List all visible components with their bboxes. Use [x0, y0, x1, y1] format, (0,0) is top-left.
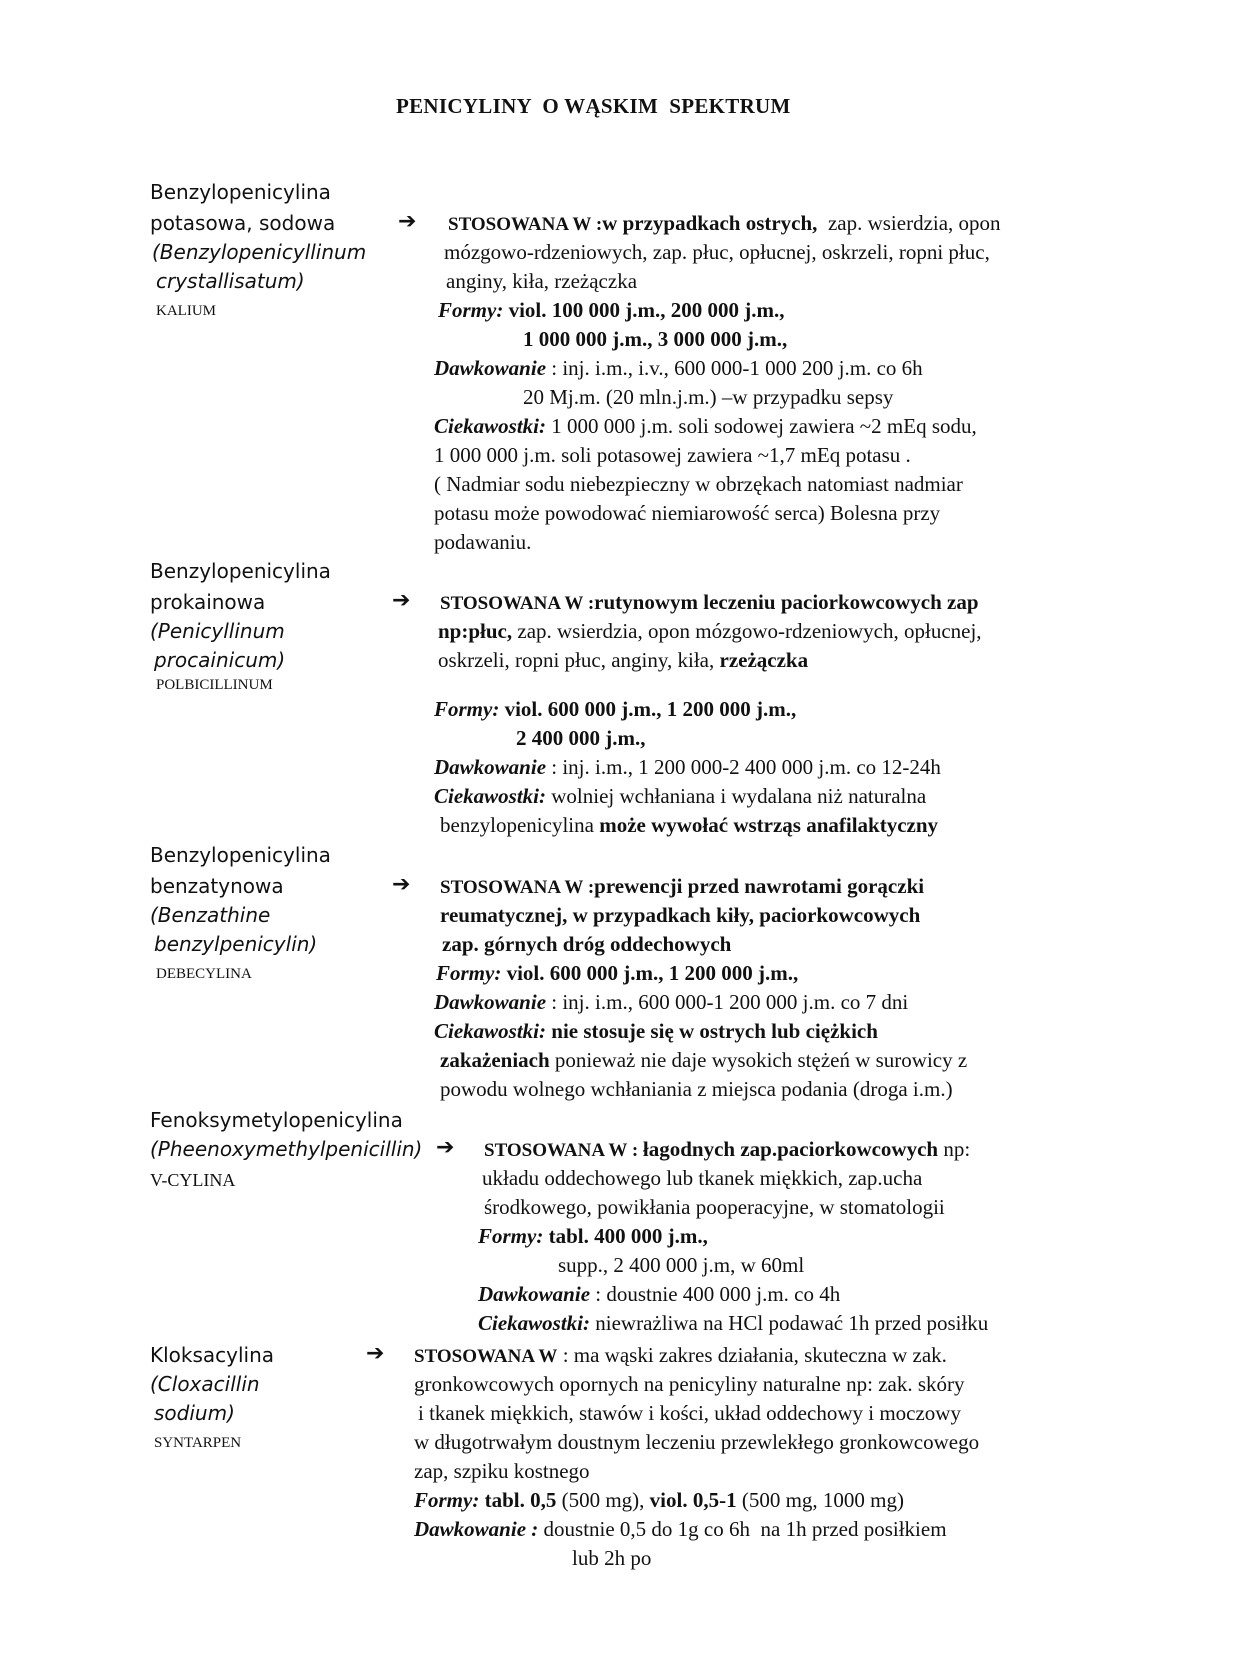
arrow-right-icon: ➔ — [392, 588, 411, 613]
forms-line: Formy: viol. 100 000 j.m., 200 000 j.m., — [438, 298, 785, 322]
drug-brand-name: V-CYLINA — [150, 1170, 236, 1190]
notes-line: benzylopenicylina może wywołać wstrząs anafilaktyczny — [440, 813, 939, 837]
notes-line: Ciekawostki: nie stosuje się w ostrych lub ciężkich — [434, 1019, 878, 1043]
drug-name-line: Kloksacylina — [150, 1343, 275, 1367]
usage-line: układu oddechowego lub tkanek miękkich, zap.ucha — [482, 1166, 923, 1190]
usage-line: zap. górnych dróg oddechowych — [442, 932, 732, 956]
notes-line: zakażeniach ponieważ nie daje wysokich stężeń w surowicy z — [440, 1048, 968, 1072]
notes-line: podawaniu. — [434, 530, 532, 554]
usage-line: środkowego, powikłania pooperacyjne, w stomatologii — [484, 1195, 945, 1219]
notes-line: Ciekawostki: wolniej wchłaniana i wydalana niż naturalna — [434, 784, 927, 808]
usage-line: STOSOWANA W : łagodnych zap.paciorkowcowych np: — [484, 1137, 971, 1161]
usage-line: anginy, kiła, rzeżączka — [446, 269, 638, 293]
drug-latin-name: crystallisatum) — [156, 269, 305, 293]
usage-line: mózgowo-rdzeniowych, zap. płuc, opłucnej, oskrzeli, ropni płuc, — [444, 240, 990, 264]
dosage-line: Dawkowanie : inj. i.m., 1 200 000-2 400 000 j.m. co 12-24h — [434, 755, 941, 779]
forms-line: Formy: tabl. 0,5 (500 mg), viol. 0,5-1 (500 mg, 1000 mg) — [414, 1488, 904, 1512]
forms-line: Formy: tabl. 400 000 j.m., — [478, 1224, 708, 1248]
dosage-line: lub 2h po — [572, 1546, 652, 1570]
drug-latin-name: (Benzathine — [150, 903, 271, 927]
usage-line: STOSOWANA W : ma wąski zakres działania, skuteczna w zak. — [414, 1343, 947, 1367]
drug-name-line: benzatynowa — [150, 874, 284, 898]
forms-line: 2 400 000 j.m., — [516, 726, 646, 750]
notes-line: Ciekawostki: niewrażliwa na HCl podawać 1h przed posiłku — [478, 1311, 989, 1335]
usage-line: reumatycznej, w przypadkach kiły, paciorkowcowych — [440, 903, 921, 927]
page-title: PENICYLINY O WĄSKIM SPEKTRUM — [396, 94, 791, 118]
usage-line: w długotrwałym doustnym leczeniu przewlekłego gronkowcowego — [414, 1430, 980, 1454]
notes-line: ( Nadmiar sodu niebezpieczny w obrzękach natomiast nadmiar — [434, 472, 963, 496]
drug-latin-name: benzylpenicylin) — [154, 932, 318, 956]
drug-name-line: Benzylopenicylina — [150, 559, 331, 583]
drug-latin-name: (Penicyllinum — [150, 619, 285, 643]
dosage-line: Dawkowanie : inj. i.m., 600 000-1 200 000 j.m. co 7 dni — [434, 990, 909, 1014]
arrow-right-icon: ➔ — [392, 872, 411, 897]
arrow-right-icon: ➔ — [398, 209, 417, 234]
drug-latin-name: (Cloxacillin — [150, 1372, 260, 1396]
forms-line: Formy: viol. 600 000 j.m., 1 200 000 j.m., — [434, 697, 797, 721]
usage-line: STOSOWANA W :prewencji przed nawrotami gorączki — [440, 874, 925, 898]
notes-line: potasu może powodować niemiarowość serca) Bolesna przy — [434, 501, 941, 525]
drug-name-line: Benzylopenicylina — [150, 843, 331, 867]
usage-line: gronkowcowych opornych na penicyliny naturalne np: zak. skóry — [414, 1372, 965, 1396]
usage-line: oskrzeli, ropni płuc, anginy, kiła, rzeżączka — [438, 648, 809, 672]
arrow-right-icon: ➔ — [366, 1341, 385, 1366]
drug-latin-name: procainicum) — [154, 648, 286, 672]
forms-line: 1 000 000 j.m., 3 000 000 j.m., — [523, 327, 788, 351]
dosage-line: Dawkowanie : inj. i.m., i.v., 600 000-1 000 200 j.m. co 6h — [434, 356, 923, 380]
drug-name-line: potasowa, sodowa — [150, 211, 336, 235]
notes-line: Ciekawostki: 1 000 000 j.m. soli sodowej zawiera ~2 mEq sodu, — [434, 414, 977, 438]
dosage-line: 20 Mj.m. (20 mln.j.m.) –w przypadku sepsy — [523, 385, 894, 409]
drug-brand-name: DEBECYLINA — [156, 966, 252, 982]
drug-brand-name: KALIUM — [156, 303, 216, 319]
usage-line: zap, szpiku kostnego — [414, 1459, 590, 1483]
drug-name-line: Benzylopenicylina — [150, 180, 331, 204]
drug-latin-name: (Pheenoxymethylpenicillin) — [150, 1137, 423, 1161]
forms-line: supp., 2 400 000 j.m, w 60ml — [558, 1253, 805, 1277]
notes-line: 1 000 000 j.m. soli potasowej zawiera ~1,7 mEq potasu . — [434, 443, 911, 467]
forms-line: Formy: viol. 600 000 j.m., 1 200 000 j.m., — [436, 961, 799, 985]
drug-name-line: prokainowa — [150, 590, 266, 614]
usage-line: np:płuc, zap. wsierdzia, opon mózgowo-rdzeniowych, opłucnej, — [438, 619, 982, 643]
drug-latin-name: sodium) — [154, 1401, 235, 1425]
usage-line: STOSOWANA W :w przypadkach ostrych, zap. wsierdzia, opon — [448, 211, 1001, 235]
drug-brand-name: SYNTARPEN — [154, 1435, 242, 1451]
usage-line: STOSOWANA W :rutynowym leczeniu paciorkowcowych zap — [440, 590, 979, 614]
drug-brand-name: POLBICILLINUM — [156, 677, 273, 693]
drug-name-line: Fenoksymetylopenicylina — [150, 1108, 403, 1132]
arrow-right-icon: ➔ — [436, 1135, 455, 1160]
notes-line: powodu wolnego wchłaniania z miejsca podania (droga i.m.) — [440, 1077, 953, 1101]
usage-line: i tkanek miękkich, stawów i kości, układ oddechowy i moczowy — [418, 1401, 961, 1425]
dosage-line: Dawkowanie : doustnie 0,5 do 1g co 6h na 1h przed posiłkiem — [414, 1517, 947, 1541]
drug-latin-name: (Benzylopenicyllinum — [152, 240, 367, 264]
dosage-line: Dawkowanie : doustnie 400 000 j.m. co 4h — [478, 1282, 841, 1306]
